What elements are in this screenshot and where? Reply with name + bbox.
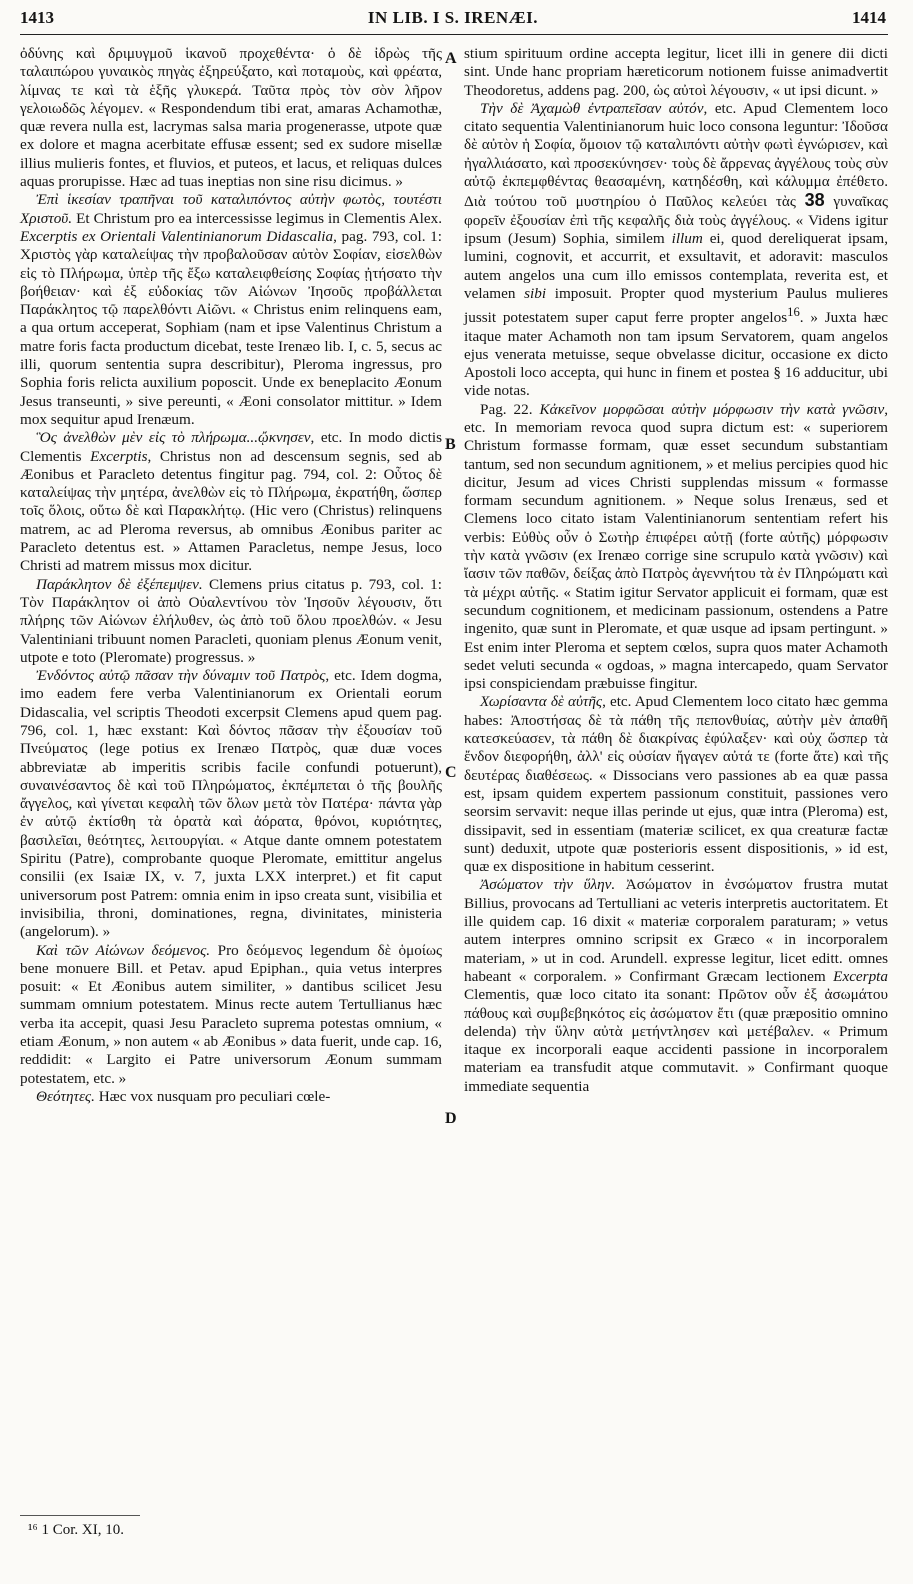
left-column — [20, 45, 442, 1515]
paragraph: Ἀσώματον τὴν ὕλην. Ἀσώματον in ἐνσώματον frustra mutat Billius, provocans ad Tertulliani ac veteris interpretis auctoritatem. Et ille quidem cap. 16 dixit « materiæ corporalem paraturam; » vetus autem interpres omnino scripsit ex Græco « in incorporalem materiam, » ut in cod. Arundell. expresse legitur, licet editt. omnes habeant « corporalem. » Confirmant Græcam lectionem Excerpta Clementis, quæ loco citato ita sonant: Πρῶτον οὖν ἐξ ἀσωμάτου πάθους καὶ συμβεβηκότος εἰς ἀσώματον ἔτι (quæ præpositio omnino delenda) τὴν ὕλην αὐτὰ μετήντλησεν καὶ μετέβαλεν. « Primum itaque ex incorporali eaque accidenti passione in incorporalem materiam ea transfudit atque commutavit. » Confirmant quoque immediate sequentia — [464, 876, 888, 1095]
paragraph: Ὃς ἀνελθὼν μὲν εἰς τὸ πλήρωμα...ᾤκνησεν, etc. In modo dictis Clementis Excerptis, Christus non ad descensum segnis, sed ab Æonibus et Paracleto detentus fingitur pag. 794, col. 2: Οὗτος δὲ καταλείψας τὴν μητέρα, ἀνελθὼν εἰς τὸ Πλήρωμα, ἐκρατήθη, ὥσπερ τοῖς ὅλοις, οὕτω δὲ καὶ Παρακλήτῳ. (Hic vero (Christus) relinquens matrem, ac ad Pleroma reversus, ab omnibus Æonibus pariter ac Paracleto detentus est. » Attamen Paracletus, nempe Jesus, loco Christi ad matrem missus mox dicitur. — [20, 429, 442, 575]
running-title: IN LIB. I S. IRENÆI. — [367, 8, 539, 27]
footnote-rule — [20, 1515, 140, 1516]
paragraph: Ἐνδόντος αὐτῷ πᾶσαν τὴν δύναμιν τοῦ Πατρὸς, etc. Idem dogma, imo eadem fere verba Valentinianorum ex Orientali eorum Didascalia, vel scriptis Theodoti excerpsit Clemens apud quem pag. 796, col. 1, hæc exstant: Καὶ δόντος πᾶσαν τὴν ἐξουσίαν τοῦ Πνεύματος (lege potius ex Irenæo Πατρὸς, quæ duæ voces abbreviatæ ab imperitis scribis facile confundi potuerunt), συναινέσαντος δὲ καὶ τοῦ Πληρώματος, ἐκπέμπεται ὁ τῆς βουλῆς ἄγγελος, καὶ γίνεται κεφαλὴ τῶν ὅλων μετὰ τὸν Πατέρα· πάντα γὰρ ἐν αὐτῷ ἐκτίσθη τὰ ὁρατὰ καὶ ἀόρατα, θρόνοι, κυριότητες, βασιλεῖαι, θεότητες, λειτουργίαι. « Atque dante omnem potestatem Spiritu (Patre), comprobante quoque Pleromate, emittitur angelus consilii (ex Isaiæ IX, v. 7, juxta LXX interpret.) et fit caput universorum post Patrem: omnia enim in ipso creata sunt, visibilia et invisibilia, throni, dominationes, regna, divinitates, ministeria (angelorum). » — [20, 667, 442, 941]
paragraph: Θεότητες. Hæc vox nusquam pro peculiari cœle- — [36, 1087, 331, 1105]
paragraph: Ἐπὶ ἱκεσίαν τραπῆναι τοῦ καταλιπόντος αὐτὴν φωτὸς, τουτέστι Χριστοῦ. Et Christum pro ea intercessisse legimus in Clementis Alex. Excerptis ex Orientali Valentinianorum Didascalia, pag. 793, col. 1: Χριστὸς γὰρ καταλείψας τὴν προβαλοῦσαν αὐτὸν Σοφίαν, εἰσελθὼν εἰς τὸ Πλήρωμα, ὑπὲρ τῆς ἔξω καταλειφθείσης Σοφίας ᾐτήσατο τὴν βοήθειαν· καὶ ἐξ εὐδοκίας τῶν Αἰώνων Ἰησοῦς προβάλλεται Παράκλητος τῷ παρελθόντι Αἰῶνι. « Christus enim relinquens eam, a qua ortum acceperat, Sophiam (nam et ipse Valentinus Christum a matre foris facta productum dicebat, teste Irenæo lib. I, c. 5, secus ac illi, quorum sententia supra describitur), Pleroma ingressus, pro Sophia foris relicta auxilium poposcit. Unde ex beneplacito Æonum Jesus transeunti, » sive pereunti, « Æoni consolator mittitur. » Idem mox sequitur apud Irenæum. — [20, 191, 442, 428]
paragraph: Χωρίσαντα δὲ αὐτῆς, etc. Apud Clementem loco citato hæc gemma habes: Ἀποστήσας δὲ τὰ πάθη τῆς πεπονθυίας, αὐτὴν μὲν ἀπαθῆ κατεσκεύασεν, τὰ πάθη δὲ διακρίνας ἐφύλαξεν· καὶ οὐχ ὥσπερ τὰ ἔνδον διεφορήθη, ἀλλ' εἰς οὐσίαν ἤγαγεν αὐτά τε (forte ἅτε) καὶ τῆς δευτέρας διαθέσεως. « Dissocians vero passiones ab ea quæ passa est, ipsam quidem expertem passionum constituit, passiones vero seorsim servavit: neque illas perinde ut ejus, quæ intra (Pleroma) est, dissipavit, sed in essentiam (materiæ scilicet, ex qua creaturæ factæ sunt) deduxit, utpote quæ posterioris essent dispositionis, » id est, quæ ex dispositione in habitum cesserint. — [464, 693, 888, 876]
margin-letter-b: B — [445, 436, 456, 453]
paragraph: Τὴν δὲ Ἀχαμὼθ ἐντραπεῖσαν αὐτόν, etc. Apud Clementem loco citato sequentia Valentinianorum huic loco consona leguntur: Ἰδοῦσα δὲ αὐτὸν ἡ Σοφία, ὅμοιον τῷ καταλιπόντι αὐτὴν φωτὶ ἐγνώρισεν, καὶ ἠγαλλιάσατο, καὶ προσεκύνησεν· τοὺς δὲ ἄρρενας ἀγγέλους τοὺς σὺν αὐτῷ ἐκπεμφθέντας θεασαμένη, κατηδέσθη, καὶ κάλυμμα ἐπέθετο. Διὰ τούτου τοῦ μυστηρίου ὁ Παῦλος κελεύει τὰς 38 γυναῖκας φορεῖν ἐξουσίαν ἐπὶ τῆς κεφαλῆς διὰ τοὺς ἀγγέλους. « Videns igitur ipsum (Jesum) Sophia, similem illum ei, quod dereliquerat ipsam, lumini, cognovit, et accurrit, et exsultavit, et adoravit: masculos autem angelos una cum illo emissos contemplata, reverita est, et velamen sibi imposuit. Propter quod mysterium Paulus mulieres jussit potestatem super caput ferre propter angelos$^{16}$. » Juxta hæc itaque mater Achamoth non tam ipsum Servatorem, quam angelos ejus venerata metuisse, seque obvelasse dicitur, occasione ex dicto Apostoli loco accepta, qui hunc in finem et postea § 16 adducitur, ubi vide notas. — [464, 99, 889, 400]
paragraph: Καὶ τῶν Αἰώνων δεόμενος. Pro δεόμενος legendum δὲ ὁμοίως bene monuere Bill. et Petav. apud Epiphan., quia vetus interpres posuit: « Et Æonibus autem similiter, » dantibus scilicet Jesu summam omnium potestatem. Minus recte autem Tertullianus hæc verba ita accepit, quasi Jesu Paracleto suprema potestas omnium, « etiam Æonum, » non autem « ab Æonibus » data fuerit, unde cap. 16, reddidit: « Largito ei Patre universorum Æonum summam potestatem, etc. » — [20, 941, 442, 1087]
running-head — [20, 8, 886, 34]
paragraph: stium spirituum ordine accepta legitur, licet illi in genere dii dicti sint. Unde hanc propriam hæreticorum notionem fuisse animadvertit Theodoretus, addens pag. 200, ὡς αὐτοὶ λέγουσιν, « ut ipsi dicunt. » — [464, 45, 888, 99]
paragraph: ὀδύνης καὶ δριμυγμοῦ ἱκανοῦ προχεθέντα· ὁ δὲ ἰδρὼς τῆς ταλαιπώρου γυναικὸς πηγὰς ἐξηρεύξατο, καὶ ποταμοὺς, καὶ φρέατα, λίμνας τε καὶ τὰ ἑξῆς γλυκερά. Ταῦτα πρὸς τὸν σὸν λῆρον γελοιωδῶς λέγομεν. « Respondendum tibi erat, amaras Achamothæ, quæ revera nulla est, lacrymas salsa maria progenerasse, utpote quæ ex dolore et magna acerbitate effusæ essent; sed ex sudore misellæ illius mulieris fontes, et fluvios, et puteos, et lacus, et reliquas dulces aquas prorupisse. Hæc ad tuas ineptias non sine risu dicimus. » — [20, 45, 442, 191]
right-column — [464, 45, 888, 1550]
margin-letter-c: C — [445, 764, 457, 781]
margin-letter-d: D — [445, 1110, 457, 1127]
paragraph: Παράκλητον δὲ ἐξέπεμψεν. Clemens prius citatus p. 793, col. 1: Τὸν Παράκλητον οἱ ἀπὸ Οὐαλεντίνου τὸν Ἰησοῦν λέγουσιν, ὅτι πλήρης τῶν Αἰώνων ἐλήλυθεν, ὡς ἀπὸ τοῦ ὅλου προελθών. « Jesu Valentiniani tribuunt nomen Paracleti, quoniam plenus Æonum venit, utpote e toto (Pleromate) progressus. » — [20, 575, 442, 666]
margin-letter-a: A — [445, 50, 457, 67]
paragraph: Pag. 22. Κἀκεῖνον μορφῶσαι αὐτὴν μόρφωσιν τὴν κατὰ γνῶσιν, etc. In memoriam revoca quod supra dictum est: « superiorem Christum formasse formam, quæ esset secundum substantiam tantum, sed non secundum agnitionem, » et melius percipies quod hic dicitur, Jesum ad vices Christi supplendas missum « formasse formam secundum agnitionem. » Neque solus Irenæus, sed et Clemens loco citato istam Valentinianorum sententiam refert his verbis: Εὐθὺς οὖν ὁ Σωτὴρ ἐπιφέρει αὐτῇ (forte αὐτῆς) μόρφωσιν τὴν κατὰ γνῶσιν (ex Irenæo corrige sine scrupulo κατὰ γνῶσιν) καὶ ἴασιν τῶν παθῶν, δείξας ἀπὸ Πατρὸς ἀγεννήτου τὰ ἐν Πληρώματι καὶ τὰ μέχρι αὐτῆς. « Statim igitur Servator applicuit ei formam, quæ est secundum cognitionem, et medicinam passionum, ostendens a Patre ingenito, quæ sunt in Pleromate, et quæ usque ad ipsam pertingunt. » Est enim inter Pleroma et septem cœlos, supra quos mater Achamoth sedet veluti secunda « ogdoas, » magna intercapedo, quam Servator ipsi conspiciendam præbuisse fingitur. — [464, 400, 888, 693]
page-number-left: 1413 — [20, 8, 54, 27]
page-number-right: 1414 — [852, 8, 886, 27]
header-rule — [20, 34, 888, 35]
footnote: ¹⁶ 1 Cor. XI, 10. — [28, 1522, 124, 1538]
